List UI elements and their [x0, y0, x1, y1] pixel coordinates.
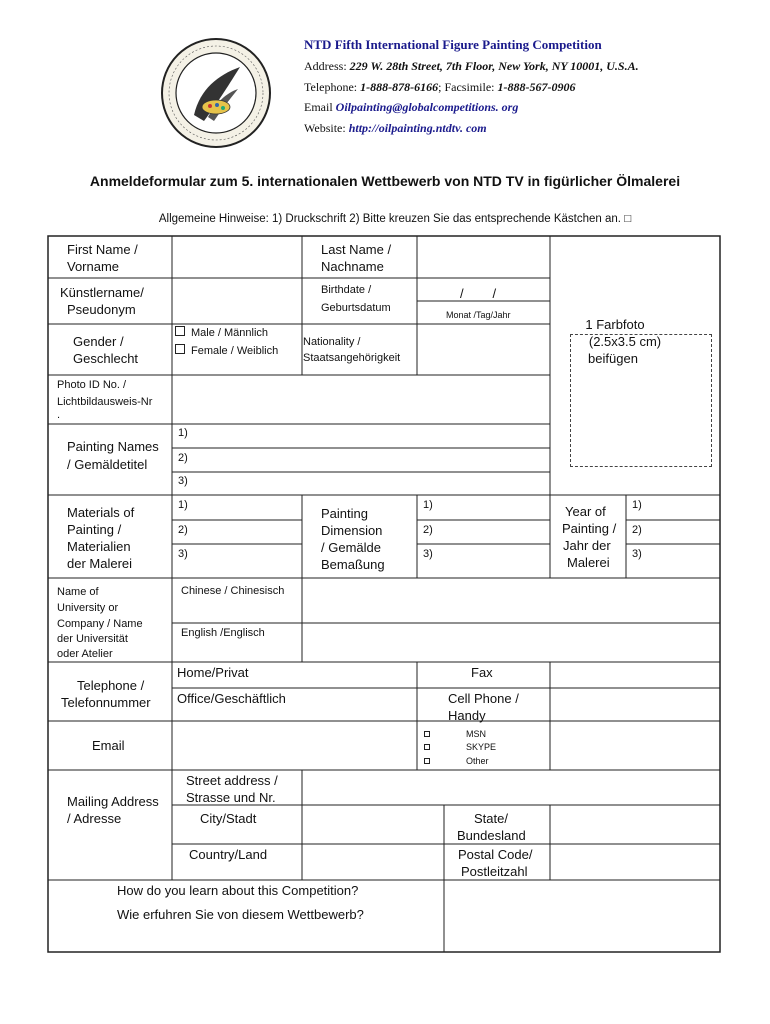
postal-label-2: Postleitzahl	[461, 864, 528, 879]
dimension-label-4: Bemaßung	[321, 557, 385, 572]
english-label: English /Englisch	[181, 627, 265, 639]
painting-names-label-2: / Gemäldetitel	[67, 457, 148, 472]
year-2[interactable]: 2)	[632, 524, 642, 536]
mailing-label-1: Mailing Address	[67, 794, 159, 809]
year-label-1: Year of	[565, 504, 606, 519]
photo-id-label-3: .	[57, 409, 61, 421]
fax-label: Fax	[471, 665, 493, 680]
form-title: Anmeldeformular zum 5. internationalen Wettbewerb von NTD TV in figürlicher Ölmalerei	[89, 173, 681, 189]
learn-answer-field[interactable]	[445, 881, 719, 951]
other-label: Other	[466, 756, 489, 766]
university-english-field[interactable]	[303, 624, 719, 661]
other-option[interactable]	[424, 753, 489, 770]
address-label: Address:	[304, 59, 347, 73]
state-field[interactable]	[551, 806, 719, 843]
street-label-2: Strasse und Nr.	[186, 790, 276, 805]
artist-name-field[interactable]	[173, 279, 301, 323]
materials-label-4: der Malerei	[67, 556, 133, 571]
mailing-label-2: / Adresse	[67, 811, 122, 826]
year-label-4: Malerei	[567, 555, 610, 570]
dimension-label-2: Dimension	[321, 523, 383, 538]
address-value: 229 W. 28th Street, 7th Floor, New York, NY 10001, U.S.A.	[349, 59, 639, 73]
female-label: Female / Weiblich	[191, 345, 279, 357]
material-3[interactable]: 3)	[178, 548, 188, 560]
street-label-1: Street address /	[186, 773, 278, 788]
painting-names-label-1: Painting Names	[67, 439, 159, 454]
photo-line-1: 1 Farbfoto	[585, 317, 645, 332]
materials-label-3: Materialien	[67, 539, 131, 554]
photo-id-label-1: Photo ID No. /	[57, 379, 127, 391]
male-label: Male / Männlich	[191, 327, 269, 339]
cell-label-2: Handy	[448, 708, 486, 723]
female-checkbox[interactable]	[175, 344, 185, 354]
email-label: Email	[304, 100, 333, 114]
country-field[interactable]	[303, 845, 443, 879]
university-label-4: der Universität	[57, 633, 128, 645]
fax-field[interactable]	[551, 663, 719, 687]
dimension-label-3: / Gemälde	[321, 540, 381, 555]
painting-name-1[interactable]: 1)	[178, 427, 188, 439]
photo-line-3: beifügen	[588, 351, 638, 366]
date-format-hint: Monat /Tag/Jahr	[446, 310, 511, 320]
website-link[interactable]: http://oilpainting.ntdtv. com	[348, 121, 487, 135]
last-name-label-1: Last Name /	[321, 242, 392, 257]
street-field[interactable]	[303, 771, 719, 804]
msn-checkbox[interactable]	[424, 731, 430, 737]
material-2[interactable]: 2)	[178, 524, 188, 536]
nationality-label-2: Staatsangehörigkeit	[303, 352, 401, 364]
artist-name-label-1: Künstlername/	[60, 285, 144, 300]
birthdate-label-1: Birthdate /	[321, 284, 372, 296]
nationality-label-1: Nationality /	[303, 336, 361, 348]
office-label: Office/Geschäftlich	[177, 691, 286, 706]
year-label-2: Painting /	[562, 521, 617, 536]
painting-name-3[interactable]: 3)	[178, 475, 188, 487]
country-label: Country/Land	[189, 847, 268, 862]
state-label-1: State/	[474, 811, 508, 826]
male-checkbox[interactable]	[175, 326, 185, 336]
dimension-2[interactable]: 2)	[423, 524, 433, 536]
first-name-label-1: First Name /	[67, 242, 138, 257]
competition-title: NTD Fifth International Figure Painting Competition	[304, 37, 602, 52]
birthdate-label-2: Geburtsdatum	[321, 302, 391, 314]
home-label: Home/Privat	[177, 665, 249, 680]
chinese-label: Chinese / Chinesisch	[181, 585, 285, 597]
city-label: City/Stadt	[200, 811, 257, 826]
artist-name-label-2: Pseudonym	[67, 302, 136, 317]
university-chinese-field[interactable]	[303, 579, 719, 622]
fax-value: 1-888-567-0906	[497, 80, 576, 94]
gender-label-1: Gender /	[73, 334, 124, 349]
skype-checkbox[interactable]	[424, 744, 430, 750]
year-3[interactable]: 3)	[632, 548, 642, 560]
telephone-value: 1-888-878-6166	[360, 80, 439, 94]
email-field[interactable]	[173, 722, 416, 769]
phone-fax-line: Telephone: 1-888-878-6166; Facsimile: 1-888-567-0906	[304, 80, 576, 94]
website-label: Website:	[304, 121, 346, 135]
skype-label: SKYPE	[466, 742, 497, 752]
year-label-3: Jahr der	[563, 538, 611, 553]
postal-label-1: Postal Code/	[458, 847, 533, 862]
female-option[interactable]	[175, 343, 278, 360]
birthdate-field[interactable]: / /	[460, 286, 497, 301]
nationality-field[interactable]	[418, 325, 549, 374]
cell-label-1: Cell Phone /	[448, 691, 519, 706]
university-label-2: University or	[57, 602, 119, 614]
dimension-1[interactable]: 1)	[423, 499, 433, 511]
year-1[interactable]: 1)	[632, 499, 642, 511]
office-phone-field[interactable]	[303, 689, 416, 720]
photo-id-label-2: Lichtbildausweis-Nr	[57, 396, 153, 408]
first-name-field[interactable]	[173, 237, 301, 277]
state-label-2: Bundesland	[457, 828, 526, 843]
other-checkbox[interactable]	[424, 758, 430, 764]
photo-line-2: (2.5x3.5 cm)	[588, 334, 662, 349]
gender-label-2: Geschlecht	[73, 351, 139, 366]
material-1[interactable]: 1)	[178, 499, 188, 511]
email-label: Email	[92, 738, 125, 753]
email-link[interactable]: Oilpainting@globalcompetitions. org	[335, 100, 519, 114]
materials-label-2: Painting /	[67, 522, 122, 537]
telephone-label-1: Telephone /	[77, 678, 145, 693]
male-option[interactable]	[175, 325, 268, 342]
last-name-label-2: Nachname	[321, 259, 384, 274]
last-name-field[interactable]	[418, 237, 549, 277]
msn-label: MSN	[466, 729, 486, 739]
learn-question-en: How do you learn about this Competition?	[117, 883, 359, 898]
home-phone-field[interactable]	[303, 663, 416, 687]
painting-name-2[interactable]: 2)	[178, 452, 188, 464]
university-label-3: Company / Name	[57, 618, 143, 630]
photo-id-field[interactable]	[173, 376, 549, 423]
city-field[interactable]	[303, 806, 443, 843]
dimension-3[interactable]: 3)	[423, 548, 433, 560]
form-instructions: Allgemeine Hinweise: 1) Druckschrift 2) Bitte kreuzen Sie das entsprechende Kästchen an. □	[158, 213, 632, 225]
first-name-label-2: Vorname	[67, 259, 120, 274]
materials-label-1: Materials of	[67, 505, 135, 520]
telephone-label: Telephone:	[304, 80, 358, 94]
university-label-5: oder Atelier	[57, 648, 113, 660]
university-label-1: Name of	[57, 586, 99, 598]
learn-question-de: Wie erfuhren Sie von diesem Wettbewerb?	[117, 907, 364, 922]
postal-code-field[interactable]	[551, 845, 719, 879]
fax-label: Facsimile:	[444, 80, 495, 94]
dimension-label-1: Painting	[321, 506, 368, 521]
telephone-label-2: Telefonnummer	[61, 695, 151, 710]
cell-phone-field[interactable]	[551, 689, 719, 720]
